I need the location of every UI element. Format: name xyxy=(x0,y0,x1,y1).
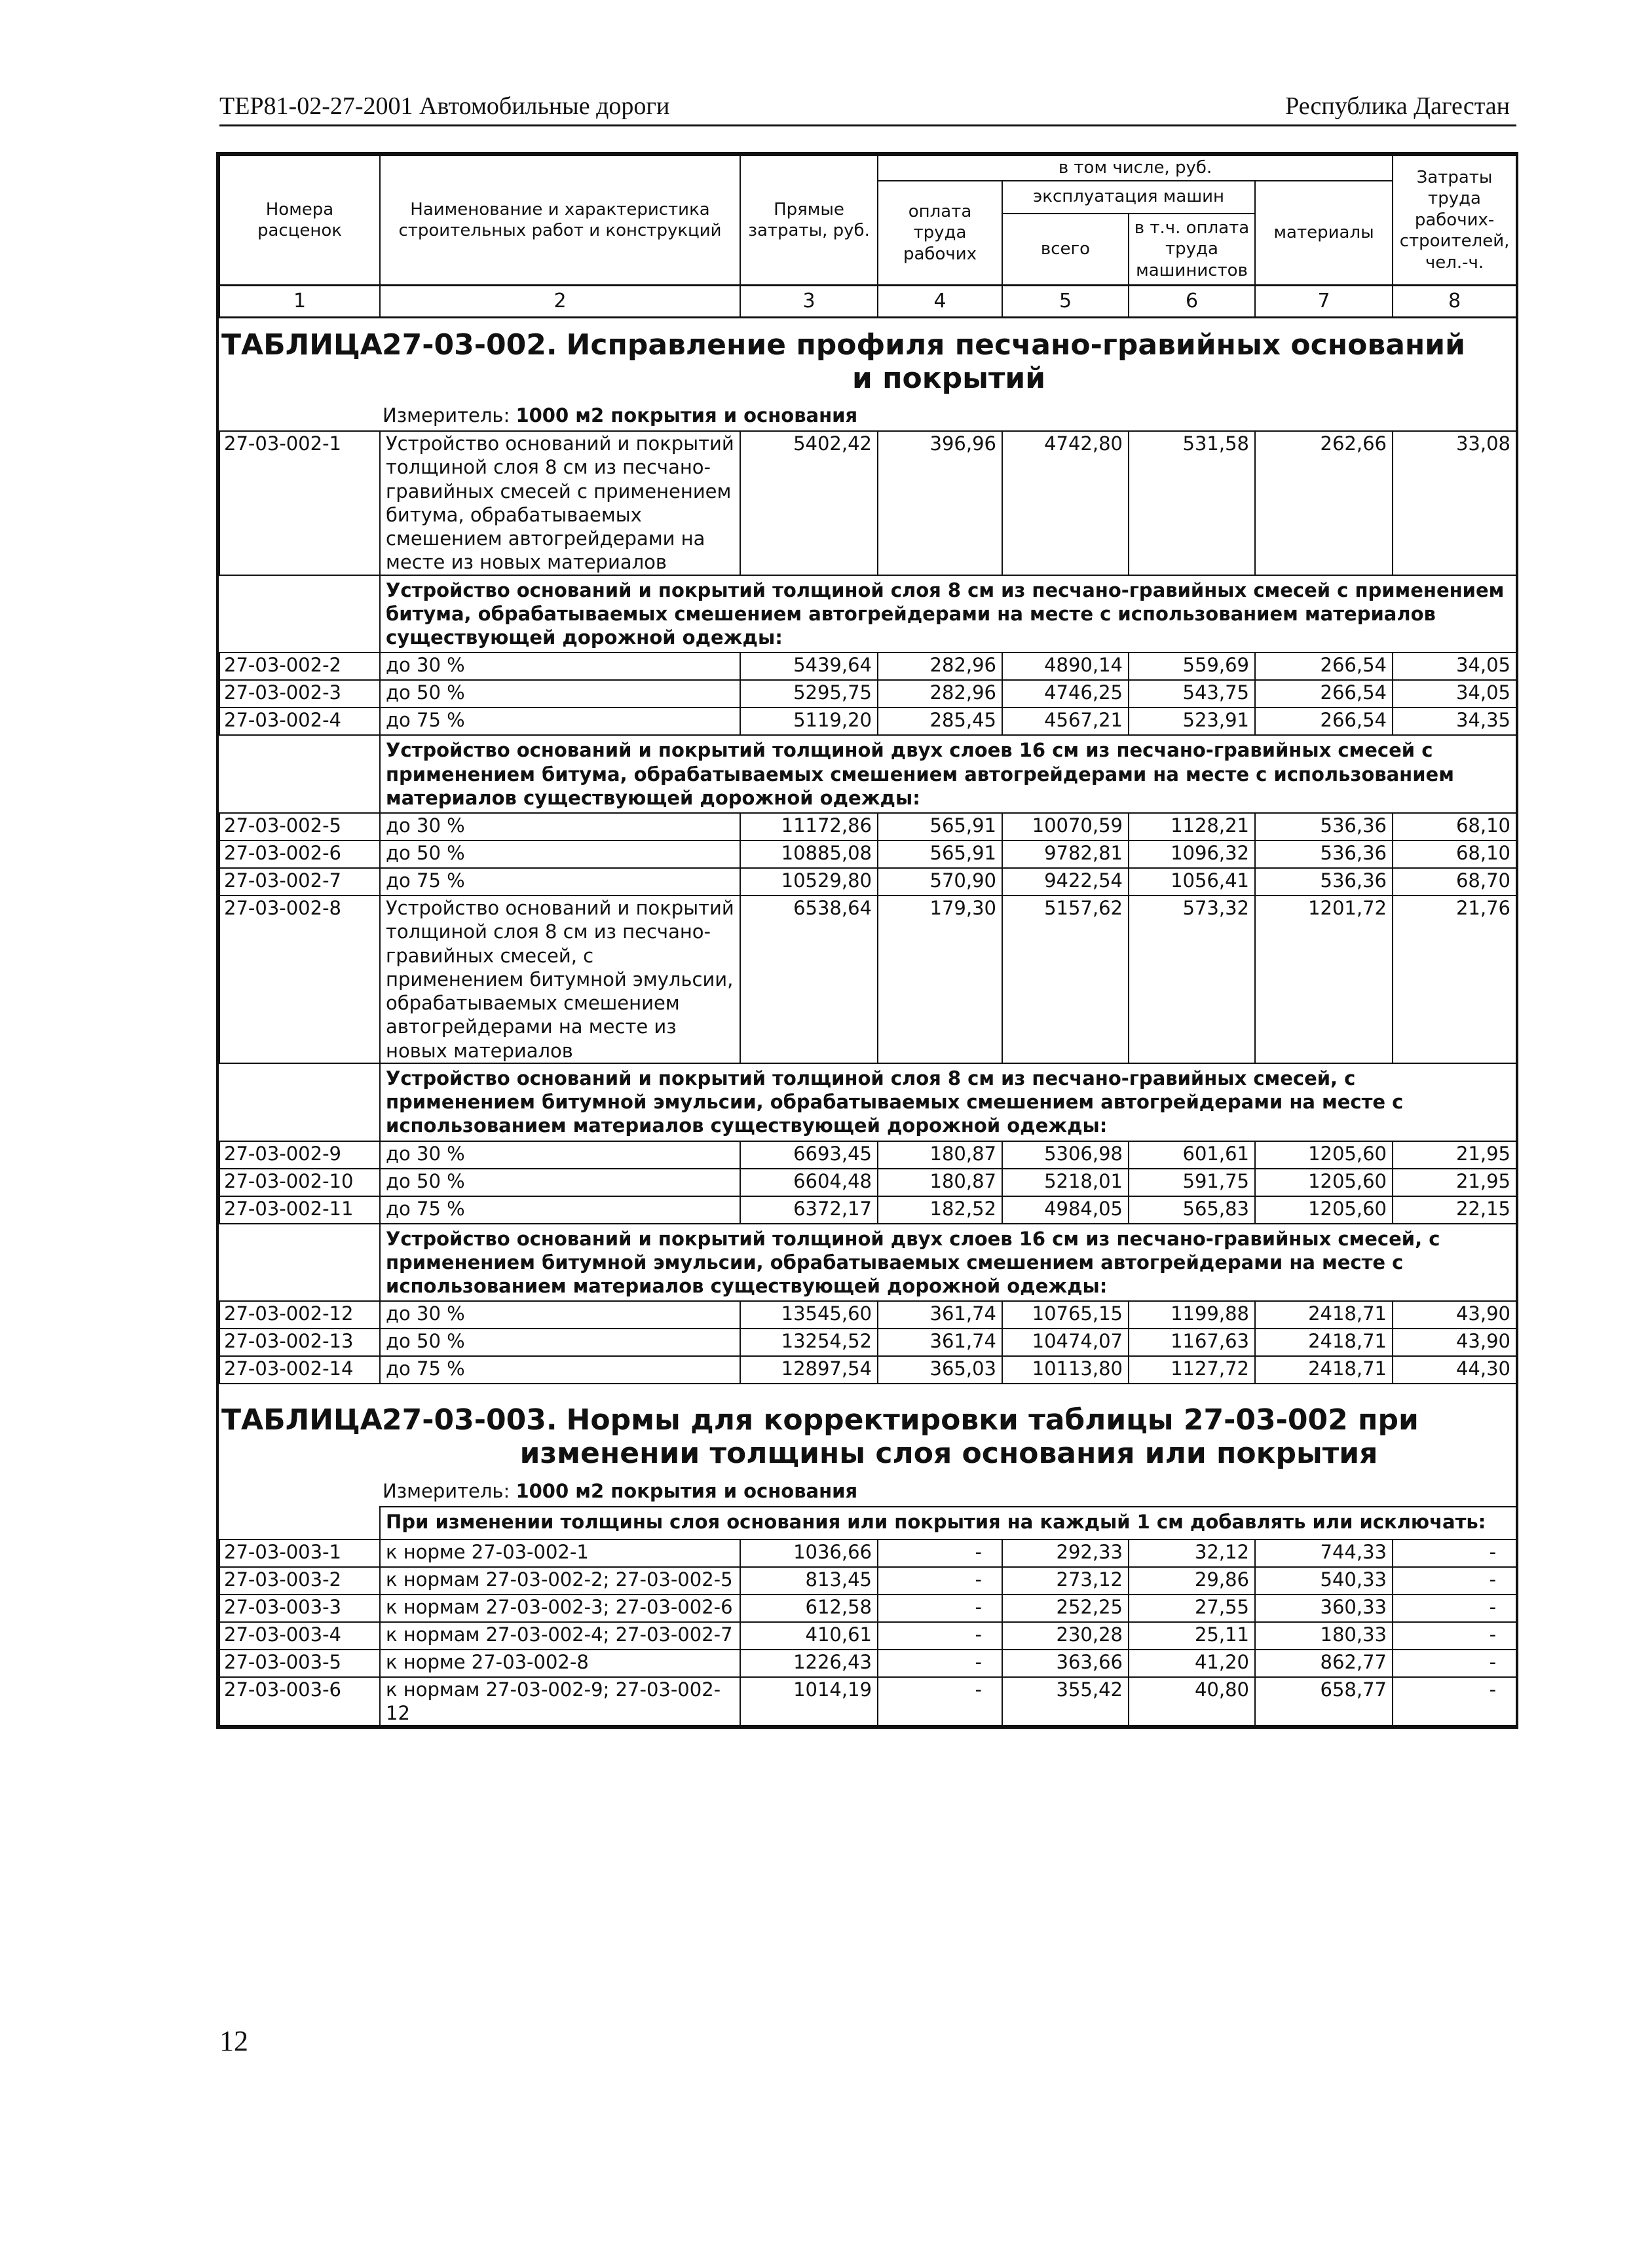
value-cell: 1226,43 xyxy=(740,1650,878,1677)
value-cell: 2418,71 xyxy=(1255,1329,1393,1356)
rate-code: 27-03-003-3 xyxy=(219,1595,380,1622)
value-cell: 1205,60 xyxy=(1255,1196,1393,1224)
value-cell: 43,90 xyxy=(1393,1329,1516,1356)
value-cell: 266,54 xyxy=(1255,652,1393,680)
value-cell: 2418,71 xyxy=(1255,1356,1393,1384)
value-cell: 34,05 xyxy=(1393,680,1516,708)
column-numbers-row xyxy=(219,286,1516,318)
table-row xyxy=(219,1540,1516,1567)
value-cell: 22,15 xyxy=(1393,1196,1516,1224)
table-row xyxy=(219,1650,1516,1677)
col-labor-hours-header: Затраты труда рабочих-строителей, чел.-ч. xyxy=(1393,155,1516,286)
value-cell: 570,90 xyxy=(878,868,1002,896)
work-name: до 75 % xyxy=(380,1196,740,1224)
meter-value: 1000 м2 покрытия и основания xyxy=(516,1479,858,1502)
subheading-row xyxy=(219,1507,1516,1540)
value-cell: 13254,52 xyxy=(740,1329,878,1356)
table-row xyxy=(219,1169,1516,1196)
subheading-text: Устройство оснований и покрытий толщиной слоя 8 см из песчано-гравийных смесей, с применением битумной эмульсии, обрабатываемых смешением автогрейдерами на месте с использованием материалов существующей дорожной одежды: xyxy=(380,1063,1516,1141)
value-cell: 11172,86 xyxy=(740,813,878,841)
value-cell: 591,75 xyxy=(1129,1169,1255,1196)
work-name: до 50 % xyxy=(380,841,740,868)
meter-line xyxy=(219,1480,1516,1502)
subheading-row xyxy=(219,735,1516,813)
value-cell: 5157,62 xyxy=(1002,896,1129,1063)
rate-code: 27-03-002-4 xyxy=(219,708,380,735)
value-cell: 6604,48 xyxy=(740,1169,878,1196)
work-name: до 30 % xyxy=(380,1141,740,1169)
column-number: 5 xyxy=(1002,286,1129,318)
value-cell: 27,55 xyxy=(1129,1595,1255,1622)
value-cell: 5306,98 xyxy=(1002,1141,1129,1169)
value-cell: 182,52 xyxy=(878,1196,1002,1224)
work-name: до 75 % xyxy=(380,868,740,896)
value-cell: 536,36 xyxy=(1255,868,1393,896)
value-cell: 34,35 xyxy=(1393,708,1516,735)
value-cell: 43,90 xyxy=(1393,1301,1516,1329)
value-cell: 1036,66 xyxy=(740,1540,878,1567)
rate-code: 27-03-002-9 xyxy=(219,1141,380,1169)
value-cell: - xyxy=(1393,1677,1516,1726)
table-title xyxy=(219,329,1516,395)
value-cell: - xyxy=(1393,1540,1516,1567)
value-cell: 10529,80 xyxy=(740,868,878,896)
meter-label: Измеритель: xyxy=(383,404,510,427)
value-cell: 68,10 xyxy=(1393,813,1516,841)
value-cell: 10765,15 xyxy=(1002,1301,1129,1329)
table-title-line1: Нормы для корректировки таблицы 27-03-002 при xyxy=(566,1403,1419,1437)
subheading-text: При изменении толщины слоя основания или покрытия на каждый 1 см добавлять или исключать: xyxy=(380,1507,1516,1540)
rate-code: 27-03-003-1 xyxy=(219,1540,380,1567)
work-name: Устройство оснований и покрытий толщиной слоя 8 см из песчано-гравийных смесей с применением битума, обрабатываемых смешением автогрейдерами на месте из новых материалов xyxy=(380,431,740,575)
value-cell: 262,66 xyxy=(1255,431,1393,575)
value-cell: 33,08 xyxy=(1393,431,1516,575)
column-number: 1 xyxy=(219,286,380,318)
price-table-frame xyxy=(216,152,1518,1729)
col-wages-header: оплата труда рабочих xyxy=(878,181,1002,286)
rate-code: 27-03-002-5 xyxy=(219,813,380,841)
value-cell: 282,96 xyxy=(878,652,1002,680)
value-cell: 1127,72 xyxy=(1129,1356,1255,1384)
table-row xyxy=(219,1595,1516,1622)
value-cell: 523,91 xyxy=(1129,708,1255,735)
subheading-row xyxy=(219,575,1516,653)
value-cell: - xyxy=(1393,1650,1516,1677)
value-cell: 361,74 xyxy=(878,1329,1002,1356)
value-cell: - xyxy=(878,1540,1002,1567)
blank-cell xyxy=(219,1507,380,1540)
rate-code: 27-03-002-14 xyxy=(219,1356,380,1384)
value-cell: 658,77 xyxy=(1255,1677,1393,1726)
value-cell: 230,28 xyxy=(1002,1622,1129,1650)
page-header xyxy=(219,92,1516,126)
table-label: ТАБЛИЦА xyxy=(221,328,383,362)
value-cell: 10070,59 xyxy=(1002,813,1129,841)
value-cell: 68,10 xyxy=(1393,841,1516,868)
value-cell: 559,69 xyxy=(1129,652,1255,680)
rate-code: 27-03-002-7 xyxy=(219,868,380,896)
rate-code: 27-03-002-8 xyxy=(219,896,380,1063)
rate-code: 27-03-002-13 xyxy=(219,1329,380,1356)
value-cell: 543,75 xyxy=(1129,680,1255,708)
subheading-text: Устройство оснований и покрытий толщиной двух слоев 16 см из песчано-гравийных смесей с применением битума, обрабатываемых смешением автогрейдерами на месте с использованием материалов существующей дорожной одежды: xyxy=(380,735,1516,813)
rate-code: 27-03-002-2 xyxy=(219,652,380,680)
value-cell: 5218,01 xyxy=(1002,1169,1129,1196)
value-cell: 40,80 xyxy=(1129,1677,1255,1726)
value-cell: 565,83 xyxy=(1129,1196,1255,1224)
value-cell: 266,54 xyxy=(1255,708,1393,735)
table-row xyxy=(219,1622,1516,1650)
meter-value: 1000 м2 покрытия и основания xyxy=(516,404,858,427)
value-cell: 32,12 xyxy=(1129,1540,1255,1567)
rate-code: 27-03-002-6 xyxy=(219,841,380,868)
value-cell: 4984,05 xyxy=(1002,1196,1129,1224)
table-title-line2: и покрытий xyxy=(852,361,1046,395)
work-name: Устройство оснований и покрытий толщиной слоя 8 см из песчано-гравийных смесей, с применением битумной эмульсии, обрабатываемых смешением автогрейдерами на месте из новых материалов xyxy=(380,896,740,1063)
col-direct-header: Прямые затраты, руб. xyxy=(740,155,878,286)
value-cell: 1205,60 xyxy=(1255,1169,1393,1196)
table-row xyxy=(219,813,1516,841)
rate-code: 27-03-003-5 xyxy=(219,1650,380,1677)
subheading-row xyxy=(219,1224,1516,1302)
value-cell: 6372,17 xyxy=(740,1196,878,1224)
value-cell: 565,91 xyxy=(878,841,1002,868)
column-header xyxy=(219,155,1517,318)
table-27-03-003 xyxy=(219,1384,1516,1505)
value-cell: 68,70 xyxy=(1393,868,1516,896)
value-cell: 410,61 xyxy=(740,1622,878,1650)
value-cell: 5119,20 xyxy=(740,708,878,735)
table-row xyxy=(219,708,1516,735)
value-cell: 266,54 xyxy=(1255,680,1393,708)
table-row xyxy=(219,1567,1516,1595)
page-number: 12 xyxy=(219,2025,248,2057)
value-cell: - xyxy=(1393,1595,1516,1622)
subheading-row xyxy=(219,1063,1516,1141)
rate-code: 27-03-002-12 xyxy=(219,1301,380,1329)
blank-cell xyxy=(219,735,380,813)
value-cell: 744,33 xyxy=(1255,1540,1393,1567)
value-cell: 396,96 xyxy=(878,431,1002,575)
work-name: к норме 27-03-002-1 xyxy=(380,1540,740,1567)
col-exploit-header: эксплуатация машин xyxy=(1002,181,1255,214)
rate-code: 27-03-003-2 xyxy=(219,1567,380,1595)
work-name: до 75 % xyxy=(380,1356,740,1384)
value-cell: 361,74 xyxy=(878,1301,1002,1329)
value-cell: 180,87 xyxy=(878,1169,1002,1196)
table-row xyxy=(219,1301,1516,1329)
col-total-header: всего xyxy=(1002,214,1129,286)
blank-cell xyxy=(219,1224,380,1302)
column-number: 7 xyxy=(1255,286,1393,318)
rate-code: 27-03-002-1 xyxy=(219,431,380,575)
value-cell: - xyxy=(878,1677,1002,1726)
value-cell: 273,12 xyxy=(1002,1567,1129,1595)
rate-code: 27-03-002-10 xyxy=(219,1169,380,1196)
value-cell: 813,45 xyxy=(740,1567,878,1595)
value-cell: 862,77 xyxy=(1255,1650,1393,1677)
value-cell: 365,03 xyxy=(878,1356,1002,1384)
value-cell: 363,66 xyxy=(1002,1650,1129,1677)
value-cell: 565,91 xyxy=(878,813,1002,841)
col-operator-wages-header: в т.ч. оплата труда машинистов xyxy=(1129,214,1255,286)
value-cell: 29,86 xyxy=(1129,1567,1255,1595)
rate-code: 27-03-002-11 xyxy=(219,1196,380,1224)
table-label: ТАБЛИЦА xyxy=(221,1403,383,1437)
value-cell: 292,33 xyxy=(1002,1540,1129,1567)
table-27-03-003-body xyxy=(219,1506,1517,1727)
region-name: Республика Дагестан xyxy=(1285,92,1510,120)
value-cell: 4567,21 xyxy=(1002,708,1129,735)
column-number: 6 xyxy=(1129,286,1255,318)
value-cell: 612,58 xyxy=(740,1595,878,1622)
col-materials-header: материалы xyxy=(1255,181,1393,286)
table-number: 27-03-003. xyxy=(382,1403,557,1437)
value-cell: - xyxy=(878,1567,1002,1595)
value-cell: - xyxy=(1393,1622,1516,1650)
value-cell: 1199,88 xyxy=(1129,1301,1255,1329)
doc-title: ТЕР81-02-27-2001 Автомобильные дороги xyxy=(219,92,670,120)
value-cell: 1096,32 xyxy=(1129,841,1255,868)
value-cell: 10885,08 xyxy=(740,841,878,868)
table-title-line2: изменении толщины слоя основания или покрытия xyxy=(519,1437,1378,1471)
table-row xyxy=(219,680,1516,708)
value-cell: 13545,60 xyxy=(740,1301,878,1329)
work-name: к нормам 27-03-002-4; 27-03-002-7 xyxy=(380,1622,740,1650)
rate-code: 27-03-003-4 xyxy=(219,1622,380,1650)
value-cell: 6538,64 xyxy=(740,896,878,1063)
value-cell: 360,33 xyxy=(1255,1595,1393,1622)
value-cell: 1167,63 xyxy=(1129,1329,1255,1356)
work-name: к нормам 27-03-002-2; 27-03-002-5 xyxy=(380,1567,740,1595)
table-title-line1: Исправление профиля песчано-гравийных оснований xyxy=(566,328,1465,362)
value-cell: 1201,72 xyxy=(1255,896,1393,1063)
value-cell: 252,25 xyxy=(1002,1595,1129,1622)
column-number: 8 xyxy=(1393,286,1516,318)
work-name: до 50 % xyxy=(380,1169,740,1196)
value-cell: - xyxy=(878,1622,1002,1650)
table-27-03-002-body xyxy=(219,430,1517,1384)
table-number: 27-03-002. xyxy=(382,328,557,362)
value-cell: 282,96 xyxy=(878,680,1002,708)
value-cell: 180,87 xyxy=(878,1141,1002,1169)
table-row xyxy=(219,1677,1516,1726)
work-name: к нормам 27-03-002-9; 27-03-002-12 xyxy=(380,1677,740,1726)
value-cell: 1056,41 xyxy=(1129,868,1255,896)
subheading-text: Устройство оснований и покрытий толщиной слоя 8 см из песчано-гравийных смесей с применением битума, обрабатываемых смешением автогрейдерами на месте с использованием материалов существующей дорожной одежды: xyxy=(380,575,1516,653)
value-cell: 25,11 xyxy=(1129,1622,1255,1650)
work-name: до 30 % xyxy=(380,1301,740,1329)
work-name: до 30 % xyxy=(380,813,740,841)
value-cell: 179,30 xyxy=(878,896,1002,1063)
table-row xyxy=(219,1356,1516,1384)
col-incl-header: в том числе, руб. xyxy=(878,155,1393,181)
value-cell: 4746,25 xyxy=(1002,680,1129,708)
work-name: до 50 % xyxy=(380,680,740,708)
value-cell: 1014,19 xyxy=(740,1677,878,1726)
value-cell: 536,36 xyxy=(1255,813,1393,841)
table-title xyxy=(219,1404,1516,1470)
work-name: до 30 % xyxy=(380,652,740,680)
value-cell: 44,30 xyxy=(1393,1356,1516,1384)
table-row xyxy=(219,896,1516,1063)
value-cell: 6693,45 xyxy=(740,1141,878,1169)
value-cell: 21,95 xyxy=(1393,1169,1516,1196)
value-cell: 34,05 xyxy=(1393,652,1516,680)
subheading-text: Устройство оснований и покрытий толщиной двух слоев 16 см из песчано-гравийных смесей, с применением битумной эмульсии, обрабатываемых смешением автогрейдерами на месте с использованием материалов существующей дорожной одежды: xyxy=(380,1224,1516,1302)
work-name: к нормам 27-03-002-3; 27-03-002-6 xyxy=(380,1595,740,1622)
value-cell: 5402,42 xyxy=(740,431,878,575)
blank-cell xyxy=(219,1063,380,1141)
col-name-header: Наименование и характеристика строительных работ и конструкций xyxy=(380,155,740,286)
value-cell: - xyxy=(878,1650,1002,1677)
value-cell: 540,33 xyxy=(1255,1567,1393,1595)
value-cell: 12897,54 xyxy=(740,1356,878,1384)
blank-cell xyxy=(219,575,380,653)
table-row xyxy=(219,1329,1516,1356)
value-cell: 41,20 xyxy=(1129,1650,1255,1677)
rate-code: 27-03-002-3 xyxy=(219,680,380,708)
value-cell: 21,76 xyxy=(1393,896,1516,1063)
value-cell: 573,32 xyxy=(1129,896,1255,1063)
value-cell: 9782,81 xyxy=(1002,841,1129,868)
column-number: 4 xyxy=(878,286,1002,318)
value-cell: 10474,07 xyxy=(1002,1329,1129,1356)
table-row xyxy=(219,1196,1516,1224)
value-cell: 180,33 xyxy=(1255,1622,1393,1650)
value-cell: 531,58 xyxy=(1129,431,1255,575)
value-cell: 355,42 xyxy=(1002,1677,1129,1726)
value-cell: 1128,21 xyxy=(1129,813,1255,841)
value-cell: 10113,80 xyxy=(1002,1356,1129,1384)
table-27-03-002 xyxy=(219,318,1516,430)
meter-line xyxy=(219,404,1516,426)
value-cell: 536,36 xyxy=(1255,841,1393,868)
work-name: до 75 % xyxy=(380,708,740,735)
value-cell: 5439,64 xyxy=(740,652,878,680)
rate-code: 27-03-003-6 xyxy=(219,1677,380,1726)
table-row xyxy=(219,431,1516,575)
value-cell: 4742,80 xyxy=(1002,431,1129,575)
table-row xyxy=(219,868,1516,896)
table-row xyxy=(219,652,1516,680)
table-row xyxy=(219,841,1516,868)
column-number: 3 xyxy=(740,286,878,318)
work-name: до 50 % xyxy=(380,1329,740,1356)
value-cell: 4890,14 xyxy=(1002,652,1129,680)
column-number: 2 xyxy=(380,286,740,318)
value-cell: 2418,71 xyxy=(1255,1301,1393,1329)
value-cell: 601,61 xyxy=(1129,1141,1255,1169)
value-cell: 285,45 xyxy=(878,708,1002,735)
meter-label: Измеритель: xyxy=(383,1479,510,1502)
table-row xyxy=(219,1141,1516,1169)
value-cell: - xyxy=(1393,1567,1516,1595)
value-cell: 5295,75 xyxy=(740,680,878,708)
value-cell: 9422,54 xyxy=(1002,868,1129,896)
col-code-header: Номера расценок xyxy=(219,155,380,286)
value-cell: - xyxy=(878,1595,1002,1622)
value-cell: 1205,60 xyxy=(1255,1141,1393,1169)
work-name: к норме 27-03-002-8 xyxy=(380,1650,740,1677)
value-cell: 21,95 xyxy=(1393,1141,1516,1169)
